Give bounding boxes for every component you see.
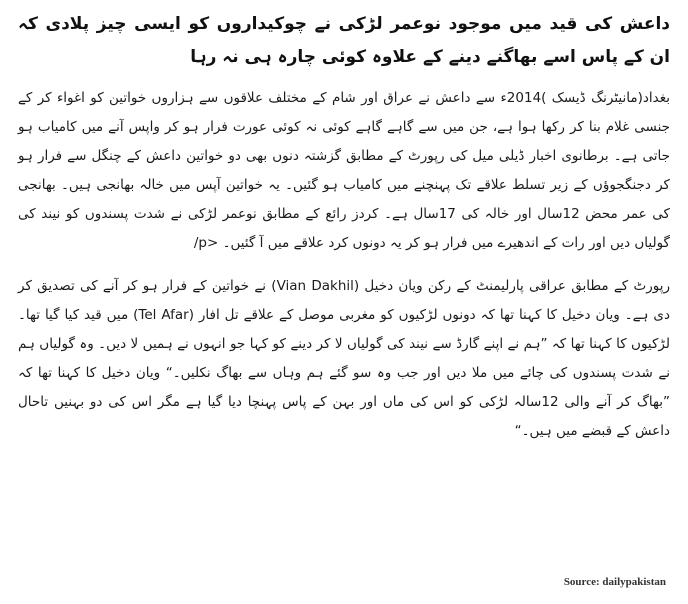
article-paragraph-2: رپورٹ کے مطابق عراقی پارلیمنٹ کے رکن ویان دخیل (Vian Dakhil) نے خواتین کے فرار ہو کر آنے کی تصدیق کر دی ہے۔ ویان دخیل کا کہنا تھا کہ دونوں لڑکیوں کو مغربی موصل کے علاقے تل افار (Tel Afar) میں قید کیا گیا تھا۔ لڑکیوں کا کہنا تھا کہ ”ہم نے اپنے گارڈ سے نیند کی گولیاں لا کر دینے کو کہا جو انہوں نے ہمیں لا دیں۔ وہ گولیاں ہم نے شدت پسندوں کی چائے میں ملا دیں اور جب وہ سو گئے ہم وہاں سے بھاگ نکلیں۔“ ویان دخیل کا کہنا تھا کہ ”بھاگ کر آنے والی 12سالہ لڑکی کو اس کی ماں اور بہن کے پاس پہنچا دیا گیا ہے مگر اس کی دو بہنیں تاحال داعش کے قبضے میں ہیں۔“ [18,278,671,439]
article-headline: داعش کی قید میں موجود نوعمر لڑکی نے چوکیداروں کو ایسی چیز پلادی کہ ان کے پاس اسے بھاگنے دینے کے علاوہ کوئی چارہ ہی نہ رہا [18,14,670,67]
source-credit: Source: dailypakistan [563,576,666,588]
article-paragraph-1: بغداد(مانیٹرنگ ڈیسک )2014ء سے داعش نے عراق اور شام کے مختلف علاقوں سے ہزاروں خواتین کو اغواء کر کے جنسی غلام بنا کر رکھا ہوا ہے، جن میں سے گاہے گاہے کوئی نہ کوئی عورت فرار ہو کر واپس آنے میں کامیاب ہو جاتی ہے۔ برطانوی اخبار ڈیلی میل کی رپورٹ کے مطابق گزشتہ دنوں بھی دو خواتین داعش کے چنگل سے فرار ہو کر دجنگجوؤں کے زیر تسلط علاقے تک پہنچنے میں کامیاب ہو گئیں۔ یہ خواتین آپس میں خالہ بھانجی ہیں۔ بھانجی کی عمر محض 12سال اور خالہ کی 17سال ہے۔ کردز رائع کے مطابق نوعمر لڑکی نے شدت پسندوں کو نیند کی گولیاں دیں اور رات کے اندھیرے میں فرار ہو کر یہ دونوں کرد علاقے میں آ گئیں۔ <p/ [18,90,670,251]
